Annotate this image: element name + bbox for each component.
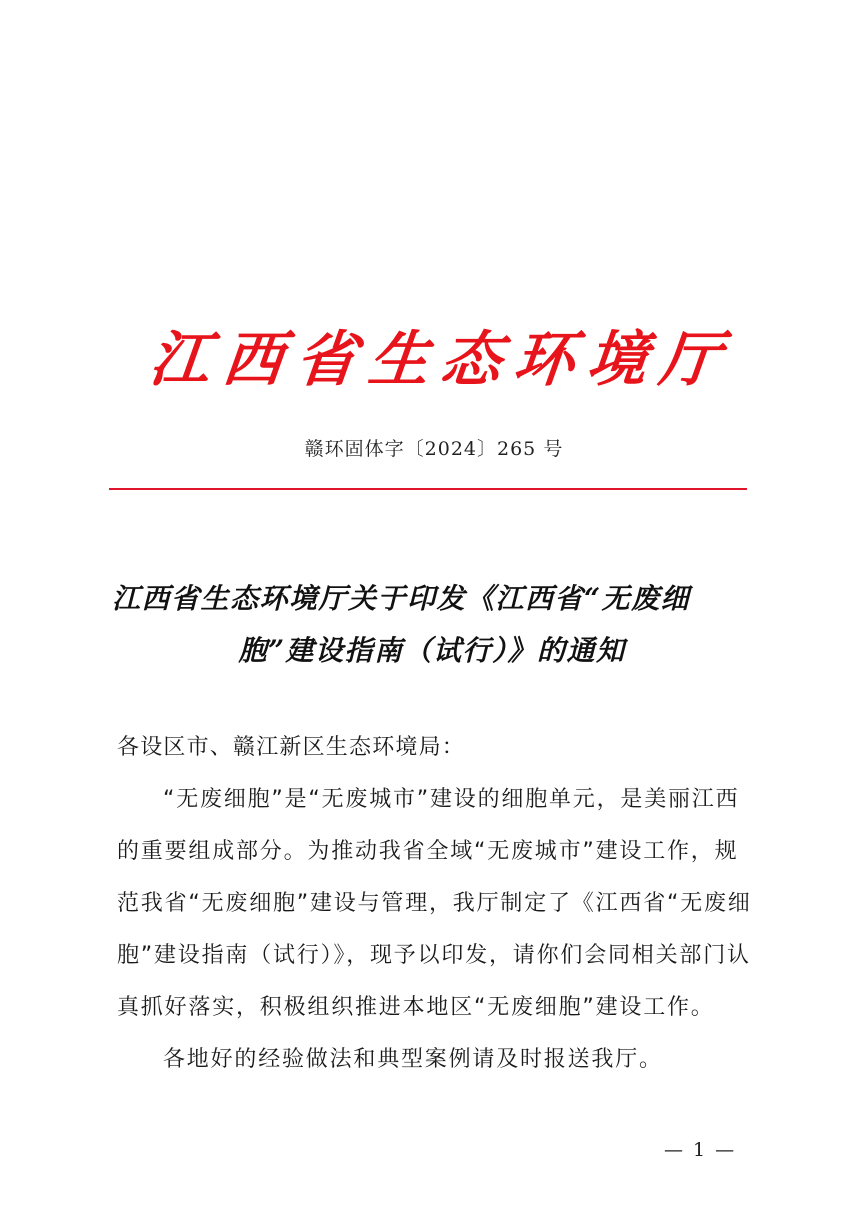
masthead-char: 厅 [656, 325, 724, 395]
red-separator-line [109, 488, 747, 490]
body-paragraph: “无废细胞”是“无废城市”建设的细胞单元，是美丽江西的重要组成部分。为推动我省全域“无废城市”建设工作，规范我省“无废细胞”建设与管理，我厅制定了《江西省“无废细胞”建设指南（试行）》，现予以印发，请你们会同相关部门认真抓好落实，积极组织推进本地区“无废细胞”建设工作。 [117, 787, 752, 1020]
document-number: 赣环固体字〔2024〕265 号 [304, 438, 564, 460]
masthead-char: 江 [146, 325, 214, 395]
masthead-char: 生 [364, 325, 433, 395]
title-line-1: 江西省生态环境厅关于印发《江西省“无废细 [112, 582, 691, 615]
document-body [117, 722, 753, 1086]
salutation: 各设区市、赣江新区生态环境局： [117, 735, 466, 760]
masthead-char: 境 [583, 325, 651, 395]
page-number: — 1 — [664, 1139, 737, 1161]
document-title [112, 573, 752, 677]
masthead-char: 省 [292, 325, 360, 395]
body-paragraph: 各地好的经验做法和典型案例请及时报送我厅。 [163, 1047, 663, 1072]
masthead-char: 态 [437, 325, 506, 395]
masthead-char: 西 [219, 325, 287, 395]
title-line-2: 胞”建设指南（试行）》的通知 [238, 634, 626, 667]
masthead-char: 环 [510, 325, 578, 395]
masthead-agency-name [146, 318, 724, 402]
